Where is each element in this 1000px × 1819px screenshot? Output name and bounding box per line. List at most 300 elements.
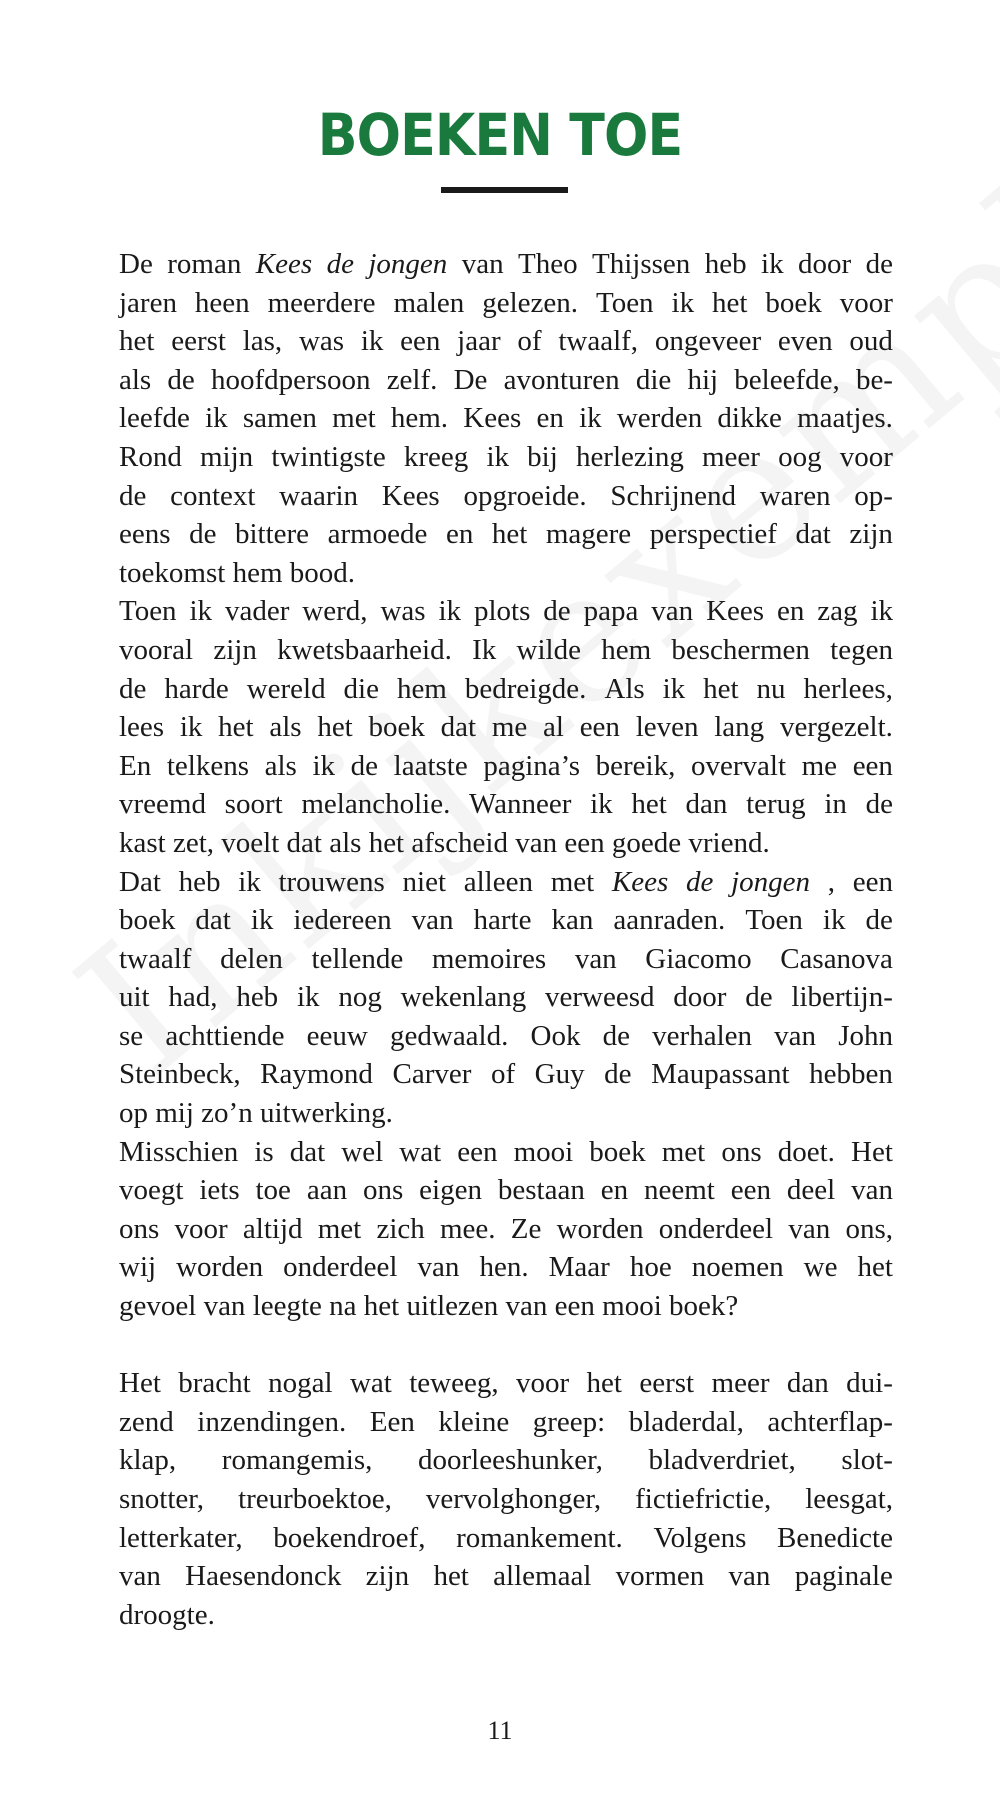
word: de (189, 518, 217, 551)
word: nog (338, 981, 382, 1014)
text-line (119, 1557, 893, 1596)
word: hoe (629, 1251, 672, 1284)
word: oud (849, 325, 893, 358)
word: delen (220, 942, 283, 975)
word: wekenlang (400, 981, 527, 1014)
word: En (119, 749, 152, 782)
word: door (798, 248, 852, 280)
word: pagina’s (483, 749, 581, 782)
word: toe (255, 1174, 291, 1207)
word: jaar (457, 325, 501, 358)
word: gedwaald. (390, 1019, 509, 1052)
word: die (635, 363, 672, 396)
word: boek (589, 1135, 646, 1168)
text-line (119, 1017, 893, 1056)
word: de (119, 672, 147, 705)
word: soort (224, 788, 283, 821)
word: Casanova (780, 942, 893, 975)
word: Benedicte (777, 1521, 893, 1554)
word: Misschien (119, 1135, 239, 1168)
word: Het (119, 1367, 161, 1400)
word: fictiefrictie, (635, 1483, 772, 1515)
word: eerst (639, 1367, 695, 1400)
word: achttiende (165, 1019, 285, 1052)
page-number: 11 (487, 1716, 513, 1745)
word: door (673, 981, 727, 1014)
word: toekomst (119, 556, 226, 589)
word: de (326, 248, 354, 280)
word: de (865, 788, 893, 821)
word: droogte. (119, 1598, 215, 1631)
word: achterflap- (767, 1405, 893, 1438)
word: jongen (731, 865, 811, 898)
word: voelt (221, 826, 280, 859)
word: in (824, 788, 847, 821)
word: het (368, 826, 405, 859)
word: boek? (669, 1290, 739, 1323)
word: een (730, 1174, 771, 1207)
text-line (119, 1287, 893, 1326)
word: we (803, 1251, 838, 1284)
word: als (119, 363, 152, 396)
word: leegte (252, 1290, 322, 1323)
text-line (119, 1133, 893, 1172)
word: ons (721, 1135, 762, 1168)
page-title: BOEKEN TOE (317, 101, 683, 169)
word: waren (759, 479, 831, 512)
word: Haesendonck (185, 1560, 342, 1593)
word: harde (164, 672, 229, 705)
word: Toen (119, 595, 177, 628)
word: letterkater, (119, 1521, 243, 1554)
word: ik (579, 402, 602, 435)
word: bij (527, 440, 558, 473)
word: van (651, 595, 694, 628)
word: van (119, 1560, 161, 1593)
word: voor (515, 1367, 570, 1400)
word: bladverdriet, (648, 1444, 796, 1477)
title-divider (441, 187, 568, 193)
word: vormen (615, 1560, 705, 1593)
word: en (445, 518, 474, 551)
word: twaalf (119, 942, 192, 975)
word: nu (756, 672, 786, 705)
word: van (203, 1290, 246, 1323)
word: dikke (717, 402, 782, 435)
word: van (774, 1019, 817, 1052)
word: eeuw (306, 1019, 368, 1052)
word: ik (205, 402, 228, 435)
word: uitlezen (406, 1290, 499, 1323)
word: gelezen. (482, 286, 579, 319)
text-line (119, 592, 893, 631)
word: bladerdal, (628, 1405, 744, 1438)
word: de (543, 595, 571, 628)
word: teweeg, (409, 1367, 499, 1400)
word: perspectief (649, 518, 777, 551)
word: oog (778, 440, 822, 473)
word: even (777, 325, 833, 358)
word: het (317, 711, 353, 744)
word: uitwerking. (259, 1097, 393, 1130)
word: werd, (302, 595, 368, 628)
paragraph-gap (119, 1326, 893, 1365)
word: zijn (365, 1560, 410, 1593)
word: Toen (745, 904, 803, 937)
word: trouwens (278, 865, 385, 898)
word: meer (701, 440, 760, 473)
word: snotter, (119, 1483, 205, 1515)
word: of (490, 1058, 516, 1091)
word: het (433, 1560, 469, 1593)
word: ik (822, 904, 846, 937)
word: tegen (830, 633, 893, 666)
word: vooral (119, 633, 194, 666)
text-line (119, 515, 893, 554)
word: een (400, 325, 441, 358)
word: overvalt (690, 749, 786, 782)
word: het (703, 672, 739, 705)
word: vriend. (688, 826, 770, 859)
word: de (119, 479, 147, 512)
text-line (119, 863, 893, 902)
word: worden (176, 1251, 264, 1284)
word: dat (286, 826, 322, 859)
word: Kees (463, 402, 522, 435)
word: Wanneer (469, 788, 572, 821)
word: en (536, 402, 564, 435)
word: hem (396, 672, 447, 705)
word: verhalen (652, 1019, 753, 1052)
text-line (119, 1210, 893, 1249)
word: dat (289, 1135, 326, 1168)
text-line (119, 940, 893, 979)
text-line (119, 322, 893, 361)
paragraph (119, 1364, 893, 1634)
word: van (411, 904, 454, 937)
word: de (745, 981, 773, 1014)
word: het (631, 788, 667, 821)
word: iets (199, 1174, 240, 1207)
word: het (857, 1251, 893, 1284)
word: nogal (268, 1367, 333, 1400)
word: hem (232, 556, 283, 589)
word: niet (402, 865, 447, 898)
word: wat (349, 1367, 392, 1400)
word: voor (839, 286, 893, 319)
body-text (119, 245, 893, 1634)
word: laatste (393, 749, 468, 782)
word: na (329, 1290, 357, 1323)
word: en (776, 595, 805, 628)
word: boekendroef, (273, 1521, 426, 1554)
text-line (119, 1055, 893, 1094)
word: se (119, 1019, 144, 1052)
word: als (264, 749, 297, 782)
word: Kees (255, 248, 313, 280)
word: kleine (438, 1405, 510, 1438)
text-line (119, 1519, 893, 1558)
word: Volgens (653, 1521, 747, 1554)
word: het (586, 1367, 622, 1400)
word: ons (119, 1212, 160, 1245)
word: memoires (431, 942, 547, 975)
word: bracht (178, 1367, 251, 1400)
word: me (801, 749, 838, 782)
word: vreemd (119, 788, 206, 821)
word: van (505, 1290, 548, 1323)
word: mee. (439, 1212, 496, 1245)
word: dan (786, 1367, 829, 1400)
word: op- (854, 479, 893, 512)
word: zich (376, 1212, 425, 1245)
word: Steinbeck, (119, 1058, 241, 1091)
word: werden (616, 402, 703, 435)
word: hem (601, 633, 652, 666)
word: me (491, 711, 528, 744)
word: van (515, 826, 558, 859)
word: kreeg (403, 440, 469, 473)
word: twaalf, (558, 325, 639, 358)
paragraph (119, 863, 893, 1133)
word: als (269, 711, 302, 744)
word: ons, (845, 1212, 893, 1245)
word: paginale (794, 1560, 893, 1593)
word: heb (178, 865, 221, 898)
word: mooi (602, 1290, 662, 1323)
word: van (728, 1560, 771, 1593)
word: een (554, 1290, 595, 1323)
word: ongeveer (654, 325, 762, 358)
word: malen (393, 286, 465, 319)
word: las, (242, 325, 283, 358)
word: Rond (119, 440, 182, 473)
word: roman (167, 248, 242, 280)
word: met (317, 1212, 362, 1245)
paragraph (119, 1133, 893, 1326)
word: uit (119, 981, 150, 1014)
text-line (119, 785, 893, 824)
word: kast (119, 826, 166, 859)
word: wel (341, 1135, 384, 1168)
text-line (119, 1094, 893, 1133)
word: heb (236, 981, 279, 1014)
word: neemt (643, 1174, 715, 1207)
text-line (119, 1248, 893, 1287)
word: ik (671, 286, 695, 319)
word: Ze (510, 1212, 542, 1245)
word: boek (368, 711, 425, 744)
word: opgroeide. (463, 479, 587, 512)
word: onderdeel (658, 1212, 774, 1245)
word: armoede (327, 518, 428, 551)
word: Theo (518, 248, 578, 280)
word: dat (795, 518, 831, 551)
word: magere (545, 518, 632, 551)
word: het (363, 1290, 400, 1323)
word: ik (438, 595, 462, 628)
text-line (119, 708, 893, 747)
word: hen. (479, 1251, 529, 1284)
word: inzendingen. (197, 1405, 347, 1438)
text-line (119, 1171, 893, 1210)
word: een (457, 1135, 498, 1168)
text-line (119, 824, 893, 863)
word: Maupassant (651, 1058, 790, 1091)
word: aan (306, 1174, 348, 1207)
word: was (380, 595, 426, 628)
word: Kees (611, 865, 669, 898)
word: zijn (849, 518, 893, 551)
word: bood. (289, 556, 356, 589)
word: bestaan (497, 1174, 585, 1207)
word: die (343, 672, 379, 705)
text-line (119, 1441, 893, 1480)
word: ik (179, 711, 203, 744)
word: ik (590, 788, 613, 821)
text-line (119, 361, 893, 400)
text-line (119, 631, 893, 670)
word: hem. (390, 402, 449, 435)
word: op (119, 1097, 148, 1130)
word: eerst (171, 325, 226, 358)
word: wereld (246, 672, 326, 705)
word: Kees (381, 479, 440, 512)
word: zelf. (386, 363, 438, 396)
word: doet. (777, 1135, 835, 1168)
word: Guy (534, 1058, 585, 1091)
word: de (604, 1058, 632, 1091)
text-line (119, 747, 893, 786)
text-line (119, 554, 893, 593)
word: slot- (841, 1444, 893, 1477)
word: Toen (596, 286, 654, 319)
word: ik (189, 595, 213, 628)
word: vervolghonger, (425, 1483, 602, 1515)
word: is (254, 1135, 274, 1168)
text-line (119, 1364, 893, 1403)
word: het (218, 711, 254, 744)
word: gevoel (119, 1290, 197, 1323)
word: , (827, 865, 835, 898)
word: de (686, 865, 714, 898)
word: onderdeel (283, 1251, 398, 1284)
word: plots (473, 595, 531, 628)
word: zag (817, 595, 858, 628)
word: romangemis, (221, 1444, 373, 1477)
word: voor (839, 440, 893, 473)
word: ik (296, 981, 320, 1014)
word: vergezelt. (779, 711, 893, 744)
word: bereik, (595, 749, 676, 782)
word: van (851, 1174, 893, 1207)
word: dat (440, 711, 477, 744)
word: romankement. (456, 1521, 623, 1554)
word: afscheid (411, 826, 508, 859)
word: Als (604, 672, 645, 705)
word: aanraden. (613, 904, 726, 937)
word: jongen (368, 248, 448, 280)
word: eens (119, 518, 171, 551)
word: maatjes. (797, 402, 893, 435)
word: heen (194, 286, 250, 319)
word: leven (635, 711, 699, 744)
word: De (119, 248, 153, 280)
word: de (350, 749, 379, 782)
word: met (550, 865, 595, 898)
word: bedreigde. (464, 672, 587, 705)
word: samen (242, 402, 317, 435)
word: en (600, 1174, 629, 1207)
word: lees (119, 711, 165, 744)
word: Thijssen (592, 248, 691, 280)
word: ik (238, 865, 261, 898)
word: van (574, 942, 617, 975)
word: treurboektoe, (238, 1483, 392, 1515)
word: jaren (119, 286, 177, 319)
word: de (167, 363, 195, 396)
text-line (119, 1596, 893, 1635)
word: het (491, 518, 528, 551)
word: eigen (419, 1174, 482, 1207)
word: Maar (548, 1251, 610, 1284)
text-line (119, 670, 893, 709)
word: greep: (532, 1405, 606, 1438)
word: allemaal (493, 1560, 592, 1593)
word: De (453, 363, 488, 396)
text-line (119, 901, 893, 940)
word: ik (662, 672, 686, 705)
word: kan (551, 904, 594, 937)
text-line (119, 1403, 893, 1442)
word: verweesd (545, 981, 655, 1014)
word: bittere (234, 518, 310, 551)
word: mij (155, 1097, 194, 1130)
word: Ook (530, 1019, 581, 1052)
word: boek (119, 904, 176, 937)
word: voor (174, 1212, 228, 1245)
word: was (298, 325, 345, 358)
word: vader (224, 595, 290, 628)
word: zijn (213, 633, 257, 666)
word: zend (119, 1405, 174, 1438)
word: be- (855, 363, 893, 396)
word: ons (362, 1174, 404, 1207)
word: ik (486, 440, 509, 473)
word: herlezing (575, 440, 684, 473)
word: lang (714, 711, 765, 744)
word: Kees (706, 595, 765, 628)
word: deel (786, 1174, 836, 1207)
word: zo’n (201, 1097, 253, 1130)
word: Een (369, 1405, 415, 1438)
word: worden (556, 1212, 644, 1245)
word: iedereen (293, 904, 392, 937)
word: melancholie. (301, 788, 451, 821)
text-line (119, 1480, 893, 1519)
word: beleefde, (734, 363, 840, 396)
word: wat (399, 1135, 442, 1168)
paragraph (119, 245, 893, 592)
word: Schrijnend (610, 479, 737, 512)
word: hij (687, 363, 719, 396)
word: doorleeshunker, (417, 1444, 603, 1477)
word: noemen (691, 1251, 784, 1284)
text-line (119, 245, 893, 284)
word: John (838, 1019, 893, 1052)
word: met (661, 1135, 706, 1168)
word: Dat (119, 865, 161, 898)
